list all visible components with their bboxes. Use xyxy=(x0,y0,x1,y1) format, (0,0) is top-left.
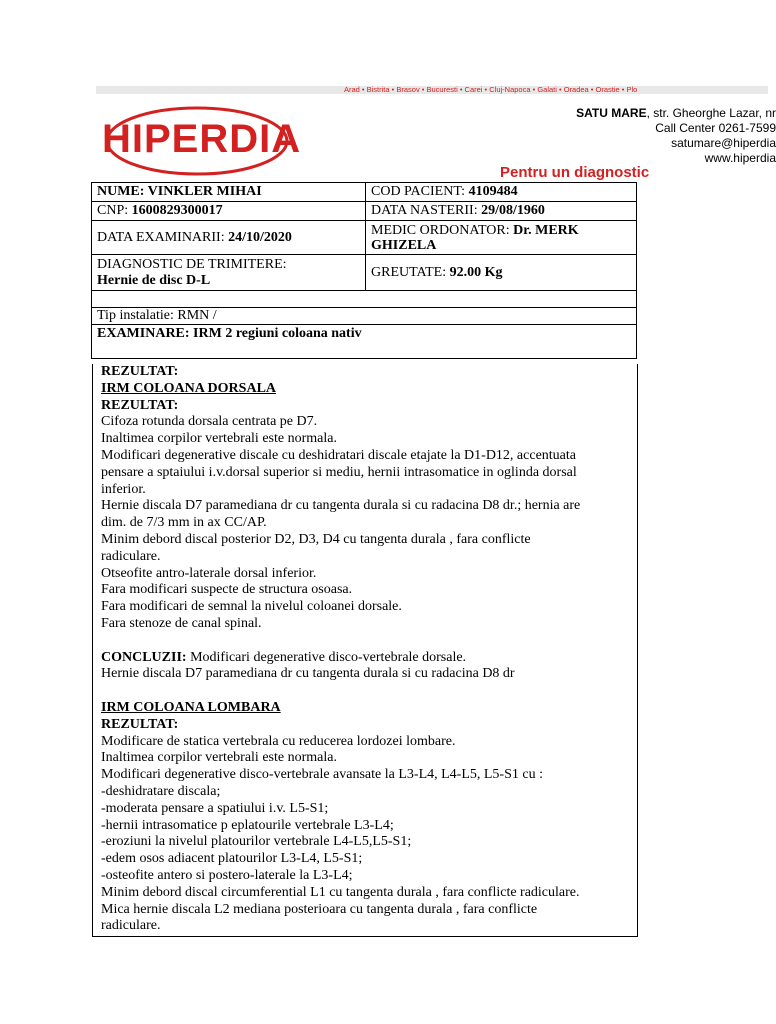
examination-type: EXAMINARE: IRM 2 regiuni coloana nativ xyxy=(92,325,637,359)
dorsal-line: Fara stenoze de canal spinal. xyxy=(101,615,262,631)
contact-website: www.hiperdia xyxy=(704,151,776,165)
lumbar-result-label: REZULTAT: xyxy=(101,716,179,732)
lumbar-line: Minim debord discal circumferential L1 cu tangenta durala , fara conflicte radiculare. xyxy=(101,884,580,900)
result-text xyxy=(101,364,641,935)
referring-doctor xyxy=(366,221,637,255)
lumbar-line: -moderata pensare a spatiului i.v. L5-S1; xyxy=(101,800,329,816)
empty-row xyxy=(92,291,637,308)
dorsal-line: Fara modificari suspecte de structura osoasa. xyxy=(101,582,353,598)
lumbar-line: Modificare de statica vertebrala cu reducerea lordozei lombare. xyxy=(101,733,456,749)
lumbar-line: -eroziuni la nivelul platourilor vertebrale L4-L5,L5-S1; xyxy=(101,834,412,850)
exam-date-label: DATA EXAMINARII: xyxy=(97,229,229,245)
contact-street: , str. Gheorghe Lazar, nr xyxy=(646,106,776,120)
doctor-value-2: GHIZELA xyxy=(371,237,437,253)
dorsal-line: pensare a sptaiului i.v.dorsal superior si mediu, hernii intrasomatice in oglinda dorsal xyxy=(101,464,577,480)
patient-code-label: COD PACIENT: xyxy=(371,184,469,199)
conclusion-text: Modificari degenerative disco-vertebrale dorsale. xyxy=(186,649,467,665)
patient-weight xyxy=(366,255,637,291)
tagline: Pentru un diagnostic xyxy=(500,164,650,181)
installation-type: Tip instalatie: RMN / xyxy=(92,308,637,325)
lumbar-line: Inaltimea corpilor vertebrali este normala. xyxy=(101,750,337,766)
conclusion-line: Hernie discala D7 paramediana dr cu tangenta durala si cu radacina D8 dr xyxy=(101,666,515,682)
dorsal-line: Hernie discala D7 paramediana dr cu tangenta durala si cu radacina D8 dr.; hernia are xyxy=(101,498,581,514)
lumbar-heading: IRM COLOANA LOMBARA xyxy=(101,699,281,715)
dorsal-line: inferior. xyxy=(101,481,146,497)
contact-city: SATU MARE xyxy=(576,106,647,120)
dorsal-heading: IRM COLOANA DORSALA xyxy=(101,380,277,396)
lumbar-line: -edem osos adiacent platourilor L3-L4, L5-S1; xyxy=(101,851,363,867)
spacer xyxy=(101,633,641,650)
patient-name: NUME: VINKLER MIHAI xyxy=(92,183,366,202)
doctor-value-1: Dr. MERK xyxy=(513,222,579,238)
diagnosis-value: Hernie de disc D-L xyxy=(97,272,211,288)
conclusion xyxy=(101,650,641,667)
dorsal-line: radiculare. xyxy=(101,548,161,564)
spacer xyxy=(101,683,641,700)
cnp-label: CNP: xyxy=(97,203,132,218)
dorsal-line: dim. de 7/3 mm in ax CC/AP. xyxy=(101,515,267,531)
call-center: Call Center 0261-7599 xyxy=(655,121,776,135)
cities-list: Arad • Bistrita • Brasov • Bucuresti • Carei • Cluj-Napoca • Galati • Oradea • Orastie • Plo xyxy=(344,85,638,94)
lumbar-line: -deshidratare discala; xyxy=(101,783,221,799)
conclusion-label: CONCLUZII: xyxy=(101,649,187,665)
weight-label: GREUTATE: xyxy=(371,264,450,280)
result-title: REZULTAT: xyxy=(101,364,179,379)
dorsal-line: Otseofite antro-laterale dorsal inferior. xyxy=(101,565,317,581)
birth-date-value: 29/08/1960 xyxy=(481,203,545,218)
lumbar-line: Modificari degenerative disco-vertebrale avansate la L3-L4, L4-L5, L5-S1 cu : xyxy=(101,767,543,783)
birth-date-label: DATA NASTERII: xyxy=(371,203,482,218)
dorsal-result-label: REZULTAT: xyxy=(101,397,179,413)
exam-date xyxy=(92,221,366,255)
result-section xyxy=(92,364,638,937)
lumbar-line: Mica hernie discala L2 mediana posterioara cu tangenta durala , fara conflicte xyxy=(101,901,538,917)
clinic-header xyxy=(96,85,776,182)
contact-email: satumare@hiperdia xyxy=(671,136,776,150)
dorsal-line: Modificari degenerative discale cu deshidratari discale etajate la D1-D12, accentuata xyxy=(101,447,576,463)
patient-code xyxy=(366,183,637,202)
dorsal-line: Minim debord discal posterior D2, D3, D4 cu tangenta durala , fara conflicte xyxy=(101,531,531,547)
patient-info-table xyxy=(91,182,637,359)
dorsal-line: Inaltimea corpilor vertebrali este normala. xyxy=(101,431,337,447)
clinic-contact xyxy=(516,106,776,166)
lumbar-line: radiculare. xyxy=(101,918,161,934)
hiperdia-logo xyxy=(102,104,302,178)
patient-code-value: 4109484 xyxy=(468,184,518,199)
cnp-value: 1600829300017 xyxy=(131,203,223,218)
dorsal-line: Cifoza rotunda dorsala centrata pe D7. xyxy=(101,414,318,430)
weight-value: 92.00 Kg xyxy=(449,264,503,280)
exam-date-value: 24/10/2020 xyxy=(228,229,292,245)
diagnosis-label: DIAGNOSTIC DE TRIMITERE: xyxy=(97,256,287,272)
dorsal-line: Fara modificari de semnal la nivelul coloanei dorsale. xyxy=(101,599,402,615)
doctor-label: MEDIC ORDONATOR: xyxy=(371,222,514,238)
lumbar-line: -hernii intrasomatice p eplatourile vertebrale L3-L4; xyxy=(101,817,394,833)
lumbar-line: -osteofite antero si postero-laterale la L3-L4; xyxy=(101,867,353,883)
patient-cnp xyxy=(92,202,366,221)
birth-date xyxy=(366,202,637,221)
referral-diagnosis xyxy=(92,255,366,291)
logo-text: HIPERDIA xyxy=(102,117,302,161)
